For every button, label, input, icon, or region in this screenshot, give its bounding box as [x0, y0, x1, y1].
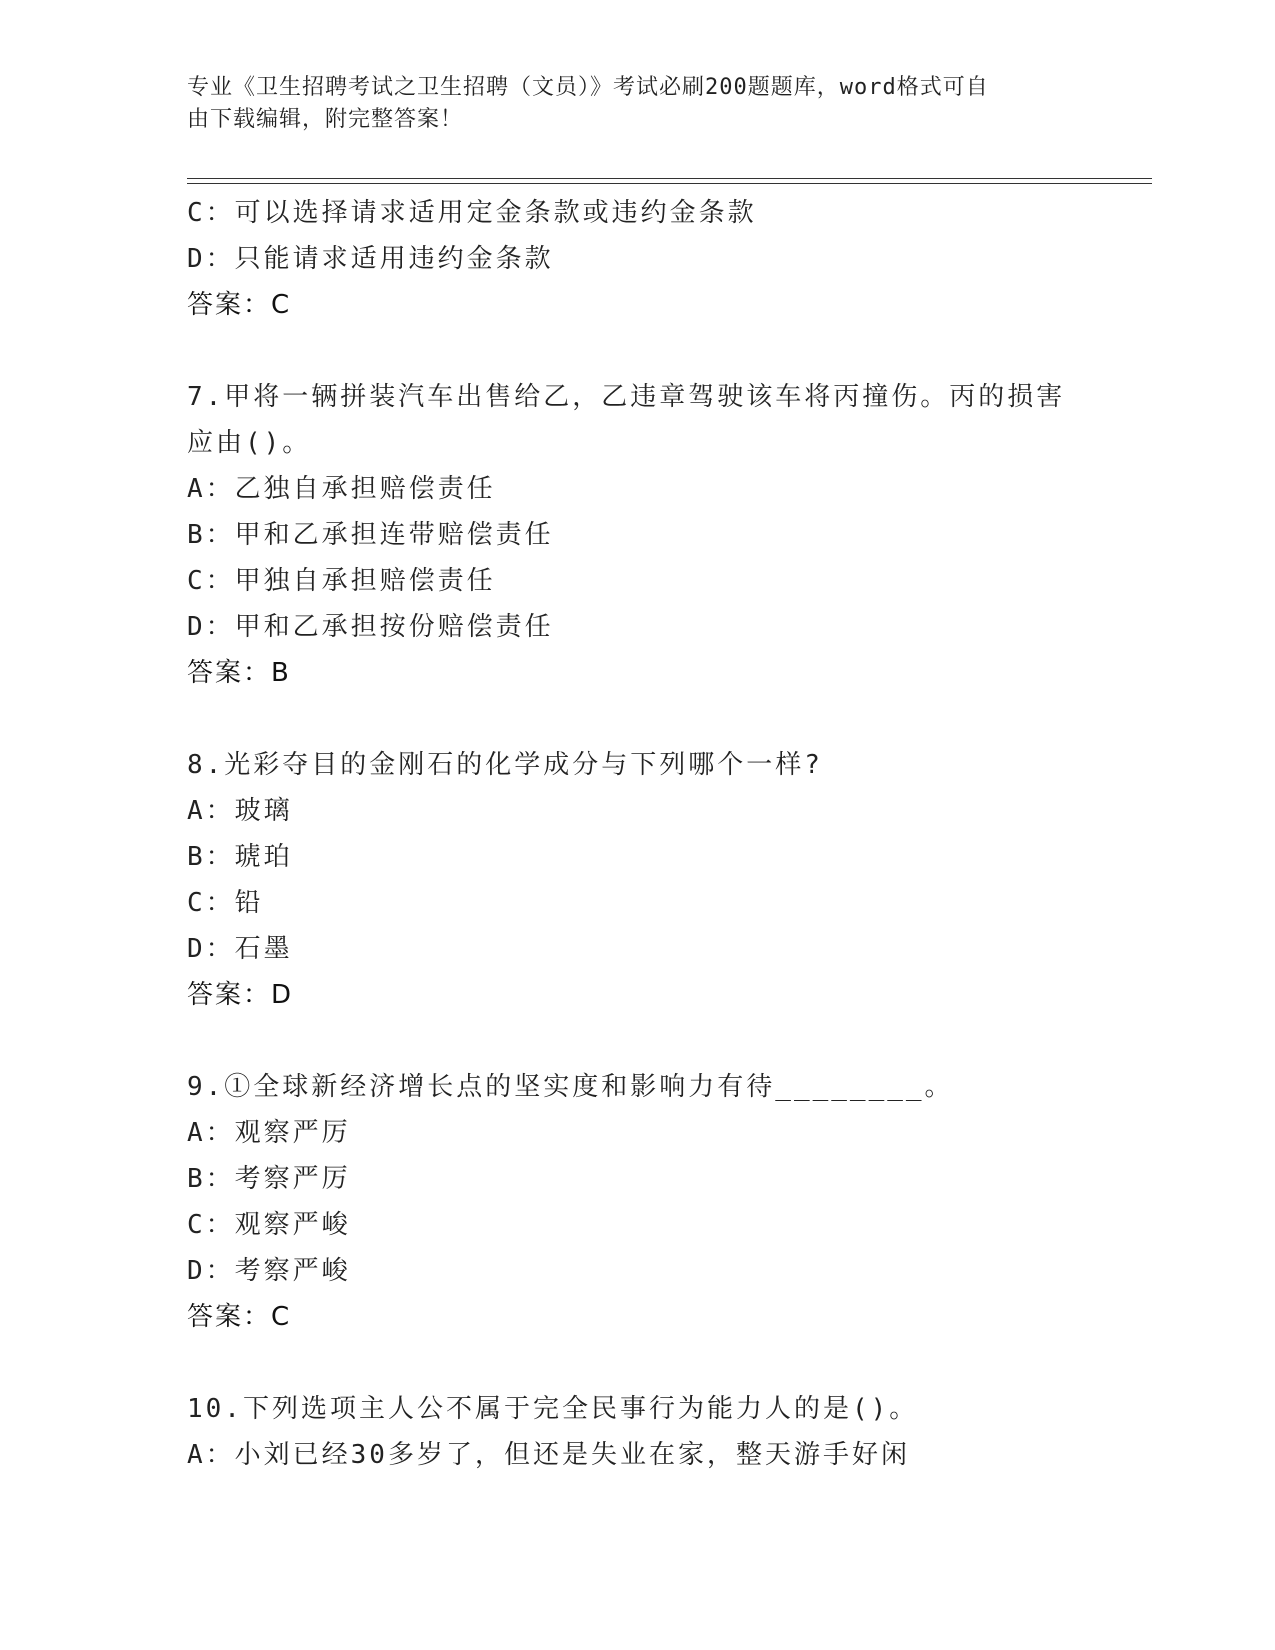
option-b: B：甲和乙承担连带赔偿责任 — [187, 520, 554, 550]
question-list — [187, 190, 1147, 1478]
answer-line: 答案：C — [187, 290, 292, 320]
option-b: B：琥珀 — [187, 842, 293, 872]
option-b: B：考察严厉 — [187, 1164, 351, 1194]
option-a: A：观察严厉 — [187, 1118, 351, 1148]
option-a: A：玻璃 — [187, 796, 293, 826]
question-stem-line-2: 应由()。 — [187, 428, 312, 458]
question-stem: 8.光彩夺目的金刚石的化学成分与下列哪个一样? — [187, 750, 823, 780]
option-c: C：观察严峻 — [187, 1210, 351, 1240]
option-d: D：石墨 — [187, 934, 293, 964]
question-7 — [187, 374, 1147, 696]
question-stem — [187, 374, 1067, 466]
spacer — [187, 1018, 1147, 1064]
question-8 — [187, 742, 1147, 1018]
option-c: C：铅 — [187, 888, 264, 918]
question-6-tail — [187, 190, 1147, 328]
option-a: A：小刘已经30多岁了，但还是失业在家，整天游手好闲 — [187, 1440, 910, 1470]
question-stem: 10.下列选项主人公不属于完全民事行为能力人的是()。 — [187, 1394, 919, 1424]
option-d: D：甲和乙承担按份赔偿责任 — [187, 612, 554, 642]
option-a: A：乙独自承担赔偿责任 — [187, 474, 496, 504]
document-header — [187, 72, 1067, 136]
option-d: D：只能请求适用违约金条款 — [187, 244, 554, 274]
header-divider-top — [187, 178, 1152, 179]
spacer — [187, 328, 1147, 374]
option-c: C：甲独自承担赔偿责任 — [187, 566, 496, 596]
answer-line: 答案：C — [187, 1302, 292, 1332]
spacer — [187, 696, 1147, 742]
header-line-1: 专业《卫生招聘考试之卫生招聘（文员）》考试必刷200题题库，word格式可自 — [187, 75, 989, 100]
spacer — [187, 1340, 1147, 1386]
question-10 — [187, 1386, 1147, 1478]
question-stem-line-1: 7.甲将一辆拼装汽车出售给乙，乙违章驾驶该车将丙撞伤。丙的损害 — [187, 382, 1066, 412]
answer-line: 答案：B — [187, 658, 291, 688]
question-9 — [187, 1064, 1147, 1340]
option-c: C：可以选择请求适用定金条款或违约金条款 — [187, 198, 757, 228]
header-line-2: 由下载编辑，附完整答案！ — [187, 107, 464, 132]
answer-line: 答案：D — [187, 980, 294, 1010]
question-stem: 9.①全球新经济增长点的坚实度和影响力有待________。 — [187, 1072, 954, 1102]
header-divider-bottom — [187, 183, 1152, 184]
option-d: D：考察严峻 — [187, 1256, 351, 1286]
